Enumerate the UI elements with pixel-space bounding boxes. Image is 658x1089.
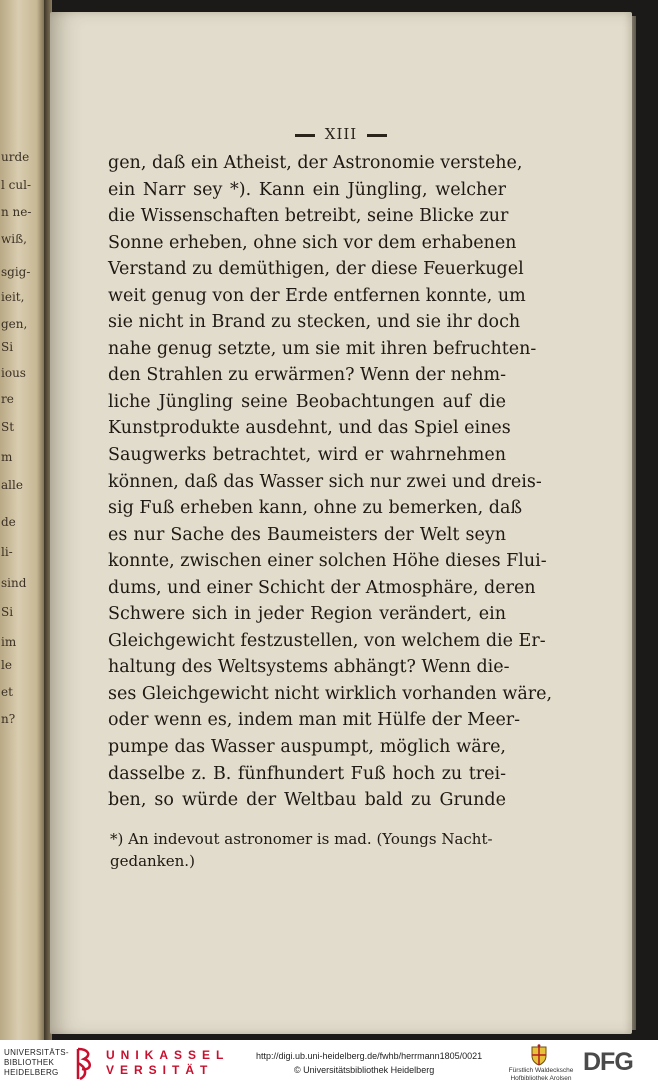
text-line: haltung des Weltsystems abhängt? Wenn die- xyxy=(108,657,510,678)
header-dash-left xyxy=(295,134,315,137)
left-page-fragment: ious xyxy=(1,366,26,380)
page-number: XIII xyxy=(324,125,358,143)
text-line: können, daß das Wasser sich nur zwei und dreis- xyxy=(108,471,542,492)
header-dash-right xyxy=(367,134,387,137)
heidelberg-library-logo[interactable]: UNIVERSITÄTS- BIBLIOTHEK HEIDELBERG xyxy=(4,1048,69,1077)
left-page-fragment: et xyxy=(1,685,13,699)
footnote-line: gedanken.) xyxy=(110,852,195,870)
text-line: Gleichgewicht festzustellen, von welchem die Er- xyxy=(108,630,546,651)
footer-bar xyxy=(0,1040,658,1089)
left-page-fragment: im xyxy=(1,635,17,649)
text-line: sig Fuß erheben kann, ohne zu bemerken, daß xyxy=(108,498,523,519)
left-page-fragment: alle xyxy=(1,478,23,492)
left-page-fragment: urde xyxy=(1,150,30,164)
body-text xyxy=(108,150,553,814)
left-page-fragment: le xyxy=(1,658,12,672)
arolsen-library-logo[interactable]: Fürstlich Waldecksche Hofbibliothek Arolsen xyxy=(508,1067,574,1082)
text-line: dums, und einer Schicht der Atmosphäre, deren xyxy=(108,577,536,598)
text-line: ses Gleichgewicht nicht wirklich vorhanden wäre, xyxy=(108,683,553,704)
left-page-fragment: de xyxy=(1,515,16,529)
copyright-notice: © Universitätsbibliothek Heidelberg xyxy=(294,1065,435,1075)
permalink-url[interactable]: http://digi.ub.uni-heidelberg.de/fwhb/herrmann1805/0021 xyxy=(256,1051,483,1061)
page-header xyxy=(50,125,632,143)
text-line: konnte, zwischen einer solchen Höhe dieses Flui- xyxy=(108,551,547,572)
text-line: ein Narr sey *). Kann ein Jüngling, welcher xyxy=(108,179,506,200)
left-page-fragment: li- xyxy=(1,545,13,559)
left-page-fragment: n ne- xyxy=(1,205,32,219)
left-page-fragment: wiß, xyxy=(1,232,27,246)
text-line: liche Jüngling seine Beobachtungen auf die xyxy=(108,391,506,412)
text-line: oder wenn es, indem man mit Hülfe der Meer- xyxy=(108,710,521,731)
footnote-line: *) An indevout astronomer is mad. (Youngs Nacht- xyxy=(110,830,493,848)
left-page-fragment: n? xyxy=(1,712,16,726)
left-page-fragment: sgig- xyxy=(1,265,31,279)
text-line: gen, daß ein Atheist, der Astronomie verstehe, xyxy=(108,153,523,173)
text-line: Saugwerks betrachtet, wird er wahrnehmen xyxy=(108,445,506,466)
left-page-fragment: St xyxy=(1,420,15,434)
left-page-fragment: ieit, xyxy=(1,290,25,304)
left-page-fragment: re xyxy=(1,392,14,406)
text-line: sie nicht in Brand zu stecken, und sie ihr doch xyxy=(108,312,521,333)
text-line: Kunstprodukte ausdehnt, und das Spiel eines xyxy=(108,418,511,439)
left-page-fragment: gen, xyxy=(1,317,28,331)
text-line: nahe genug setzte, um sie mit ihren befruchten- xyxy=(108,338,537,359)
dfg-logo[interactable]: DFG xyxy=(583,1048,633,1076)
left-page-fragment: Si xyxy=(1,340,14,354)
text-line: dasselbe z. B. fünfhundert Fuß hoch zu trei- xyxy=(108,763,506,784)
text-line: ben, so würde der Weltbau bald zu Grunde xyxy=(108,790,506,811)
text-line: pumpe das Wasser auspumpt, möglich wäre, xyxy=(108,737,506,758)
left-page-fragment: sind xyxy=(1,576,27,590)
footnote xyxy=(110,828,520,872)
heidelberg-emblem-icon xyxy=(74,1047,96,1081)
text-line: Sonne erheben, ohne sich vor dem erhabenen xyxy=(108,232,517,253)
left-page-fragment: Si xyxy=(1,605,14,619)
kassel-university-logo[interactable]: UNIKASSEL VERSITÄT xyxy=(106,1048,230,1077)
text-line: Verstand zu demüthigen, der diese Feuerkugel xyxy=(108,259,524,280)
text-line: weit genug von der Erde entfernen konnte, um xyxy=(108,285,526,306)
text-line: Schwere sich in jeder Region verändert, ein xyxy=(108,604,506,625)
text-line: es nur Sache des Baumeisters der Welt seyn xyxy=(108,524,506,545)
left-page-fragment: l cul- xyxy=(1,178,31,192)
left-page-edge xyxy=(0,0,46,1040)
left-page-fragment: m xyxy=(1,450,13,464)
text-line: die Wissenschaften betreibt, seine Blicke zur xyxy=(108,206,509,227)
coat-of-arms-icon xyxy=(530,1044,548,1066)
text-line: den Strahlen zu erwärmen? Wenn der nehm- xyxy=(108,365,506,386)
